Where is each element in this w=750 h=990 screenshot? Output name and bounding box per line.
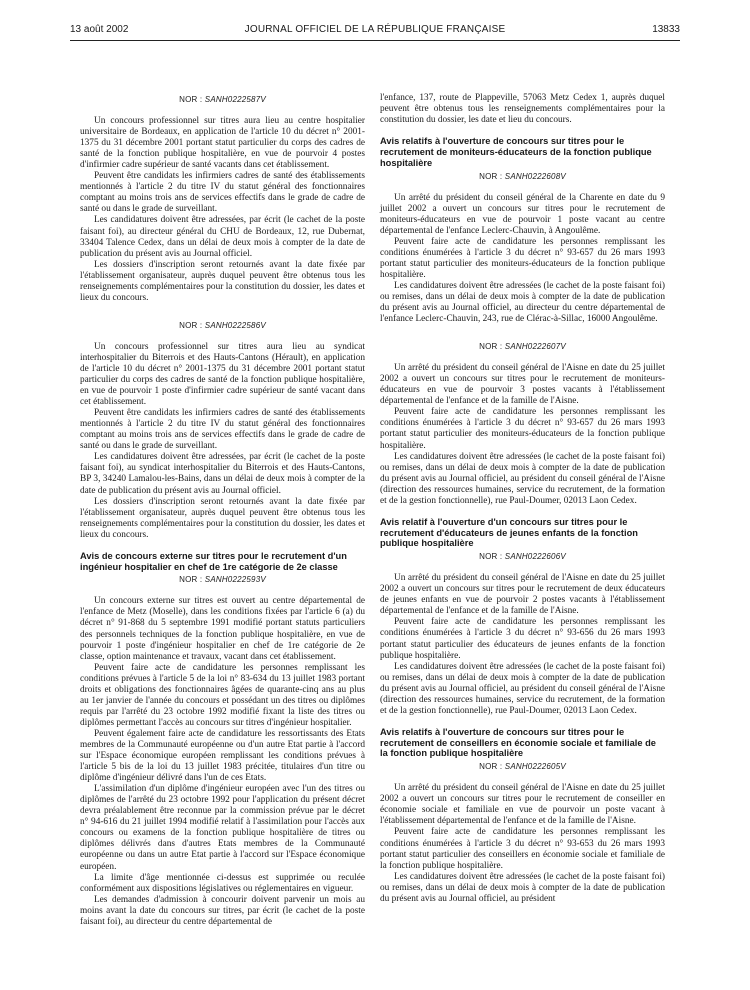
paragraph: Un concours externe sur titres est ouvert au centre départemental de l'enfance de Metz (Moselle), dans les conditions fixées par l'article 6 (a) du décret n° 91-868 du 5 septembre 1991 modifié portant statuts particuliers des personnels techniques de la fonction publique hospitalière, en vue de pourvoir 1 poste d'ingénieur hospitalier en chef de 1re catégorie de 2e classe, option maintenance et travaux, vacant dans cet établissement. xyxy=(80,596,365,662)
journal-title: JOURNAL OFFICIEL DE LA RÉPUBLIQUE FRANÇAISE xyxy=(244,24,506,35)
paragraph: La limite d'âge mentionnée ci-dessus est supprimée ou reculée conformément aux dispositions législatives ou réglementaires en vigueur. xyxy=(80,872,365,894)
paragraph: Peuvent faire acte de candidature les personnes remplissant les conditions énumérées à l'article 3 du décret n° 93-653 du 26 mars 1993 portant statut particulier des conseillers en économie sociale et familiale de la fonction publique hospitalière. xyxy=(380,827,665,871)
nor-reference: NOR : SANH0222606V xyxy=(479,552,566,562)
nor-reference: NOR : SANH0222586V xyxy=(179,320,266,330)
paragraph: Les candidatures doivent être adressées (le cachet de la poste faisant foi) ou remises, dans un délai de deux mois à compter de la date de publication du présent avis au Journal officiel, au président du conseil général de l'Aisne (direction des ressources humaines, service du recrutement, de la formation et de la gestion fonctionnelle), rue Paul-Doumer, 02013 Laon Cedex. xyxy=(380,661,665,716)
nor-reference: NOR : SANH0222587V xyxy=(179,95,266,104)
paragraph: Les candidatures doivent être adressées (le cachet de la poste faisant foi) ou remises, dans un délai de deux mois à compter de la date de publication du présent avis au Journal officiel, au président du conseil général de l'Aisne (direction des ressources humaines, service du recrutement, de la formation et de la gestion fonctionnelle), rue Paul-Doumer, 02013 Laon Cedex. xyxy=(380,451,665,506)
header-rule xyxy=(70,40,680,41)
paragraph: Peuvent faire acte de candidature les personnes remplissant les conditions prévues à l'article 5 de la loi n° 83-634 du 13 juillet 1983 portant droits et obligations des fonctionnaires âgées de quarante-cinq ans au plus au 1er janvier de l'année du concours et possédant un des titres ou diplômes requis par l'arrêté du 23 octobre 1992 modifié fixant la liste des titres ou diplômes permettant l'accès au concours sur titres d'ingénieur hospitalier. xyxy=(80,662,365,728)
paragraph: Un arrêté du président du conseil général de l'Aisne en date du 25 juillet 2002 a ouvert un concours sur titres pour le recrutement de deux éducateurs de jeunes enfants en vue de pourvoir 2 postes vacants à l'établissement départemental de l'enfance et de la famille de l'Aisne. xyxy=(380,573,665,617)
paragraph: Un concours professionnel sur titres aura lieu au centre hospitalier universitaire de Bordeaux, en application de l'article 10 du décret n° 2001-1375 du 31 décembre 2001 portant statut particulier du corps des cadres de santé de la fonction publique hospitalière, en vue de pourvoir 4 postes d'infirmier cadre supérieur de santé vacants dans cet établissement. xyxy=(80,116,365,171)
paragraph: Les candidatures doivent être adressées, par écrit (le cachet de la poste faisant foi), au syndicat interhospitalier du Biterrois et des Hauts-Cantons, BP 3, 34240 Lamalou-les-Bains, dans un délai de deux mois à compter de la date de publication du présent avis au Journal officiel. xyxy=(80,452,365,496)
paragraph: Les candidatures doivent être adressées (le cachet de la poste faisant foi) ou remises, dans un délai de deux mois à compter de la date de publication du présent avis au Journal officiel, au directeur du centre départemental de l'enfance Leclerc-Chauvin, 243, rue de Clérac-à-Sillac, 16000 Angoulême. xyxy=(380,280,665,325)
left-column xyxy=(80,92,365,928)
paragraph: l'enfance, 137, route de Plappeville, 57063 Metz Cedex 1, auprès duquel peuvent être obtenus tous les renseignements complémentaires pour la constitution du dossier, les date et lieu du concours. xyxy=(380,93,665,126)
paragraph: Peuvent faire acte de candidature les personnes remplissant les conditions énumérées à l'article 3 du décret n° 93-657 du 26 mars 1993 portant statut particulier des moniteurs-éducateurs de la fonction publique hospitalière. xyxy=(380,407,665,451)
paragraph: Les candidatures doivent être adressées, par écrit (le cachet de la poste faisant foi), au directeur général du CHU de Bordeaux, 12, rue Dubernat, 33404 Talence Cedex, dans un délai de deux mois à compter de la date de publication du présent avis au Journal officiel. xyxy=(80,215,365,259)
page-number: 13833 xyxy=(652,24,680,35)
paragraph: Un arrêté du président du conseil général de l'Aisne en date du 25 juillet 2002 a ouvert un concours sur titres pour le recrutement de conseiller en économie sociale et familiale en vue de pourvoir un poste vacant à l'établissement départemental de l'enfance et de la famille de l'Aisne. xyxy=(380,783,665,827)
notice-heading: Avis de concours externe sur titres pour le recrutement d'un ingénieur hospitalier en chef de 1re catégorie de 2e classe xyxy=(80,550,347,572)
notice-heading: Avis relatifs à l'ouverture de concours sur titres pour le recrutement de moniteurs-éducateurs de la fonction publique hospitalière xyxy=(380,136,652,168)
issue-date: 13 août 2002 xyxy=(70,24,129,35)
paragraph: Les demandes d'admission à concourir doivent parvenir un mois au moins avant la date du concours sur titres, par écrit (le cachet de la poste faisant foi), au directeur du centre départemental de xyxy=(80,894,365,927)
paragraph: Les dossiers d'inscription seront retournés avant la date fixée par l'établissement organisateur, auprès duquel peuvent être obtenus tous les renseignements complémentaires pour la constitution du dossier, les dates et lieux du concours. xyxy=(80,259,365,303)
page-header xyxy=(70,24,680,40)
paragraph: Un arrêté du président du conseil général de l'Aisne en date du 25 juillet 2002 a ouvert un concours sur titres pour le recrutement de moniteurs-éducateurs en vue de pourvoir 3 postes vacants à l'établissement départemental de l'enfance et de la famille de l'Aisne. xyxy=(380,363,665,407)
paragraph: L'assimilation d'un diplôme d'ingénieur européen avec l'un des titres ou diplômes de l'arrêté du 23 octobre 1992 pour l'application du présent décret devra préalablement être reconnue par la commission prévue par le décret n° 94-616 du 21 juillet 1994 modifié relatif à l'assimilation pour l'accès aux concours ou examens de la fonction publique hospitalière de titres ou diplômes délivrés dans d'autres Etats membres de la Communauté européenne ou dans un autre Etat partie à l'accord sur l'Espace économique européen. xyxy=(80,784,365,872)
paragraph: Peuvent faire acte de candidature les personnes remplissant les conditions énumérées à l'article 3 du décret n° 93-656 du 26 mars 1993 portant statut particulier des éducateurs de jeunes enfants de la fonction publique hospitalière. xyxy=(380,617,665,661)
paragraph: Peuvent être candidats les infirmiers cadres de santé des établissements mentionnés à l'article 2 du titre IV du statut général des fonctionnaires comptant au moins trois ans de services effectifs dans le grade de cadre de santé ou dans le grade de surveillant. xyxy=(80,171,365,215)
paragraph: Peuvent faire acte de candidature les personnes remplissant les conditions énumérées à l'article 3 du décret n° 93-657 du 26 mars 1993 portant statut particulier des moniteurs-éducateurs de la fonction publique hospitalière. xyxy=(380,236,665,280)
paragraph: Un concours professionnel sur titres aura lieu au syndicat interhospitalier du Biterrois et des Hauts-Cantons (Hérault), en application de l'article 10 du décret n° 2001-1375 du 31 décembre 2001 portant statut particulier du corps des cadres de santé de la fonction publique hospitalière, en vue de pourvoir 1 poste d'infirmier cadre supérieur de santé vacant dans cet établissement. xyxy=(80,341,365,408)
nor-reference: NOR : SANH0222607V xyxy=(479,342,566,352)
paragraph: Peuvent également faire acte de candidature les ressortissants des Etats membres de la Communauté européenne ou d'un autre Etat partie à l'accord sur l'Espace économique européen remplissant les conditions prévues à l'article 5 bis de la loi du 13 juillet 1983 précitée, titulaires d'un titre ou diplôme d'ingénieur délivré dans l'un de ces Etats. xyxy=(80,728,365,784)
paragraph: Peuvent être candidats les infirmiers cadres de santé des établissements mentionnés à l'article 2 du titre IV du statut général des fonctionnaires comptant au moins trois ans de services effectifs dans le grade de cadre de santé ou dans le grade de surveillant. xyxy=(80,408,365,452)
paragraph: Un arrêté du président du conseil général de la Charente en date du 9 juillet 2002 a ouvert un concours sur titres pour le recrutement de moniteurs-éducateurs en vue de pourvoir 1 poste vacant au centre départemental de l'enfance Leclerc-Chauvin, à Angoulême. xyxy=(380,192,665,236)
nor-reference: NOR : SANH0222593V xyxy=(179,575,266,585)
nor-reference: NOR : SANH0222605V xyxy=(479,762,566,772)
paragraph: Les dossiers d'inscription seront retournés avant la date fixée par l'établissement organisateur, auprès duquel peuvent être obtenus tous les renseignements complémentaires pour la constitution du dossier, les dates et lieux du concours. xyxy=(80,496,365,540)
paragraph: Les candidatures doivent être adressées (le cachet de la poste faisant foi) ou remises, dans un délai de deux mois à compter de la date de publication du présent avis au Journal officiel, au président xyxy=(380,871,665,904)
nor-reference: NOR : SANH0222608V xyxy=(479,171,566,181)
notice-heading: Avis relatif à l'ouverture d'un concours sur titres pour le recrutement d'éducateurs de jeunes enfants de la fonction publique hospitalière xyxy=(380,516,638,549)
notice-heading: Avis relatifs à l'ouverture de concours sur titres pour le recrutement de conseillers en économie sociale et familiale de la fonction publique hospitalière xyxy=(380,726,656,759)
right-column xyxy=(380,93,665,905)
